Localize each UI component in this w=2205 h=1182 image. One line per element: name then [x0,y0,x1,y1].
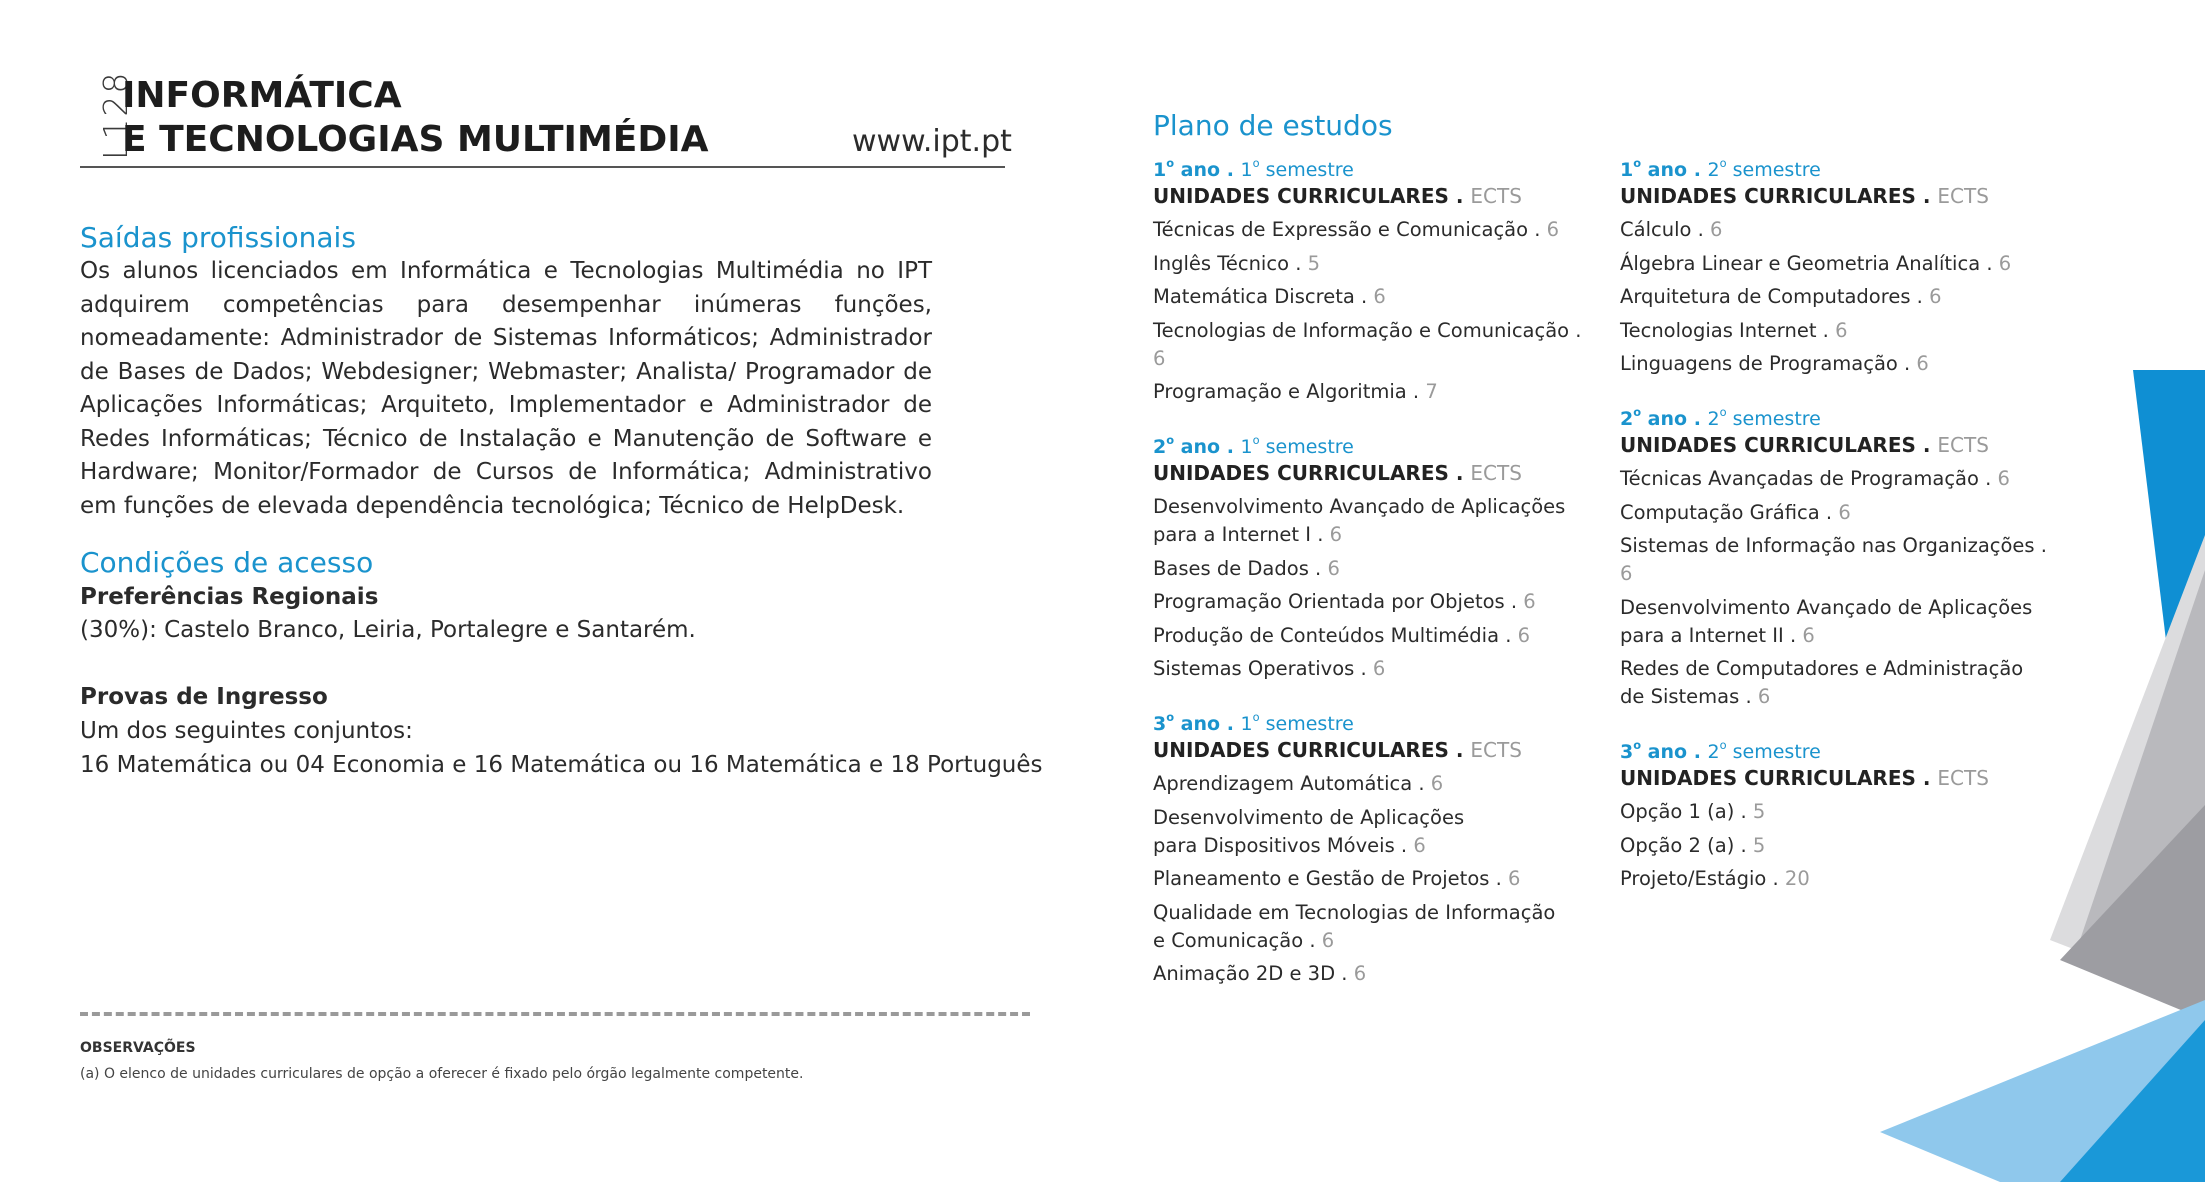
course-title-line2: E TECNOLOGIAS MULTIMÉDIA [122,119,709,160]
semester-title [1153,704,1593,736]
course-item [1620,283,2060,311]
course-name: Programação Orientada por Objetos . [1153,590,1524,613]
uc-header [1153,736,1593,764]
decorative-triangles [1880,360,2205,1182]
ects-header-label: ECTS [1470,461,1522,485]
course-ects: 6 [1523,590,1536,613]
course-item [1153,588,1593,616]
uc-header-label: UNIDADES CURRICULARES . [1620,433,1938,457]
semester-label: 1$^o$ semestre [1240,710,1354,736]
year-label: 1$^o$ ano . [1620,156,1708,182]
semester-block [1153,427,1593,683]
course-name: Bases de Dados . [1153,556,1328,580]
semester-label: 2$^o$ semestre [1707,738,1821,764]
condicoes-heading: Condições de acesso [80,546,374,579]
semester-label: 1$^o$ semestre [1240,433,1354,459]
course-ects: 6 [1430,772,1444,795]
course-name: Qualidade em Tecnologias de Informação [1153,900,1556,924]
course-name: Opção 2 (a) . [1620,833,1753,857]
dashed-divider [80,1012,1030,1016]
ects-header-label: ECTS [1470,738,1522,762]
observacoes-label: OBSERVAÇÕES [80,1040,196,1056]
year-label: 1$^o$ ano . [1153,156,1241,182]
course-ects: 6 [1153,346,1166,370]
uc-header-label: UNIDADES CURRICULARES . [1620,766,1938,790]
course-ects: 6 [1353,962,1367,985]
course-item [1620,317,2060,345]
uc-header-label: UNIDADES CURRICULARES . [1153,461,1471,485]
course-item [1153,250,1593,278]
course-name: Matemática Discreta . [1153,285,1374,308]
course-ects: 6 [1802,623,1815,647]
year-label: 3$^o$ ano . [1153,710,1241,736]
course-name: Arquitetura de Computadores . [1620,285,1930,308]
course-name: Desenvolvimento Avançado de Aplicações [1620,595,2033,619]
uc-header-label: UNIDADES CURRICULARES . [1153,184,1471,208]
course-name: Programação e Algoritmia . [1153,380,1426,403]
course-name: Álgebra Linear e Geometria Analítica . [1620,251,1999,275]
course-name: Aprendizagem Automática . [1153,772,1431,795]
provas-text-intro: Um dos seguintes conjuntos: [80,718,413,744]
ects-header-label: ECTS [1937,184,1989,208]
year-label: 2$^o$ ano . [1153,433,1241,459]
course-ects: 6 [1997,467,2010,490]
semester-label: 2$^o$ semestre [1707,405,1821,431]
preferencias-text: (30%): Castelo Branco, Leiria, Portalegre e Santarém. [80,617,696,643]
course-name: para a Internet II . [1620,623,1803,647]
course-name: Redes de Computadores e Administração [1620,657,2024,680]
semester-block [1153,150,1593,406]
uc-header [1153,182,1593,210]
semester-title [1153,427,1593,459]
course-item [1153,317,1593,373]
semester-label: 2$^o$ semestre [1707,156,1821,182]
ects-header-label: ECTS [1937,433,1989,457]
course-item [1153,622,1593,650]
course-ects: 6 [1929,285,1942,308]
course-name: Sistemas Operativos . [1153,657,1373,680]
course-title-line1: INFORMÁTICA [122,75,402,116]
course-ects: 5 [1752,800,1766,823]
course-name: para Dispositivos Móveis . [1153,833,1414,857]
course-ects: 6 [1998,251,2012,275]
course-ects: 6 [1916,352,1929,375]
provas-text-sets: 16 Matemática ou 04 Economia e 16 Matemática ou 16 Matemática e 18 Português [80,752,1043,778]
course-name: Técnicas de Expressão e Comunicação . [1153,218,1547,241]
ects-header-label: ECTS [1470,184,1522,208]
course-code: L128 [96,70,135,160]
course-item [1153,865,1593,893]
course-item [1153,899,1593,955]
course-ects: 6 [1413,833,1426,857]
course-ects: 5 [1307,251,1321,275]
course-name: Inglês Técnico . [1153,251,1308,275]
course-item [1153,960,1593,988]
course-name: Animação 2D e 3D . [1153,962,1354,985]
semester-title [1153,150,1593,182]
uc-header-label: UNIDADES CURRICULARES . [1153,738,1471,762]
course-name: Produção de Conteúdos Multimédia . [1153,623,1518,647]
course-ects: 6 [1620,562,1633,585]
course-item [1153,804,1593,860]
course-ects: 6 [1508,867,1521,890]
header-divider [80,166,1005,168]
course-item [1153,655,1593,683]
saidas-heading: Saídas profissionais [80,221,356,254]
course-ects: 6 [1372,657,1386,680]
course-name: Linguagens de Programação . [1620,352,1917,375]
course-name: Opção 1 (a) . [1620,800,1753,823]
course-item [1620,216,2060,244]
course-ects: 6 [1546,218,1560,241]
course-name: Tecnologias Internet . [1620,318,1836,342]
course-name: Tecnologias de Informação e Comunicação . [1153,318,1582,342]
course-ects: 6 [1757,685,1771,708]
observacoes-note: (a) O elenco de unidades curriculares de opção a oferecer é fixado pelo órgão legalmente competente. [80,1066,804,1082]
course-item [1153,770,1593,798]
course-item [1153,378,1593,406]
course-item [1153,283,1593,311]
course-name: Sistemas de Informação nas Organizações . [1620,534,2047,557]
course-name: Desenvolvimento Avançado de Aplicações [1153,495,1566,518]
course-name: Projeto/Estágio . [1620,867,1785,890]
course-name: Cálculo . [1620,218,1711,241]
saidas-text: Os alunos licenciados em Informática e Tecnologias Multimédia no IPT adquirem competências para desempenhar inúmeras funções, nomeadamente: Administrador de Sistemas Informáticos; Administrador de Bases de Dados; Webdesigner; Webmaster; Analista/ Programador de Aplicações Informáticas; Arquiteto, Implementador e Administrador de Redes Informáticas; Técnico de Instalação e Manutenção de Software e Hardware; Monitor/Formador de Cursos de Informática; Administrativo em funções de elevada dependência tecnológica; Técnico de HelpDesk. [80,258,932,519]
course-name: Planeamento e Gestão de Projetos . [1153,867,1508,890]
semester-block [1620,150,2060,378]
course-item [1620,250,2060,278]
course-ects: 6 [1327,556,1340,580]
year-label: 2$^o$ ano . [1620,405,1708,431]
semester-title [1620,150,2060,182]
course-name: e Comunicação . [1153,928,1322,952]
uc-header-label: UNIDADES CURRICULARES . [1620,184,1938,208]
course-ects: 6 [1517,623,1531,647]
course-ects: 6 [1835,318,1848,342]
course-name: de Sistemas . [1620,685,1758,708]
website-link[interactable]: www.ipt.pt [852,124,1012,159]
plano-heading: Plano de estudos [1153,109,1393,142]
course-item [1153,216,1593,244]
course-ects: 20 [1784,867,1810,890]
course-ects: 6 [1329,523,1343,546]
uc-header [1620,182,2060,210]
course-name: para a Internet I . [1153,523,1330,546]
ects-header-label: ECTS [1937,766,1989,790]
uc-header [1153,459,1593,487]
course-ects: 6 [1710,218,1723,241]
semester-block [1153,704,1593,988]
course-item [1153,555,1593,583]
course-ects: 6 [1838,500,1851,524]
provas-label: Provas de Ingresso [80,684,328,710]
preferencias-label: Preferências Regionais [80,584,379,610]
course-ects: 5 [1752,833,1766,857]
course-ects: 6 [1321,928,1335,952]
course-name: Desenvolvimento de Aplicações [1153,805,1465,829]
course-item [1153,493,1593,549]
course-name: Computação Gráfica . [1620,500,1839,524]
course-name: Técnicas Avançadas de Programação . [1620,467,1998,490]
plano-column-left [1153,150,1593,1009]
semester-label: 1$^o$ semestre [1240,156,1354,182]
course-ects: 7 [1425,380,1438,403]
course-ects: 6 [1373,285,1386,308]
year-label: 3$^o$ ano . [1620,738,1708,764]
